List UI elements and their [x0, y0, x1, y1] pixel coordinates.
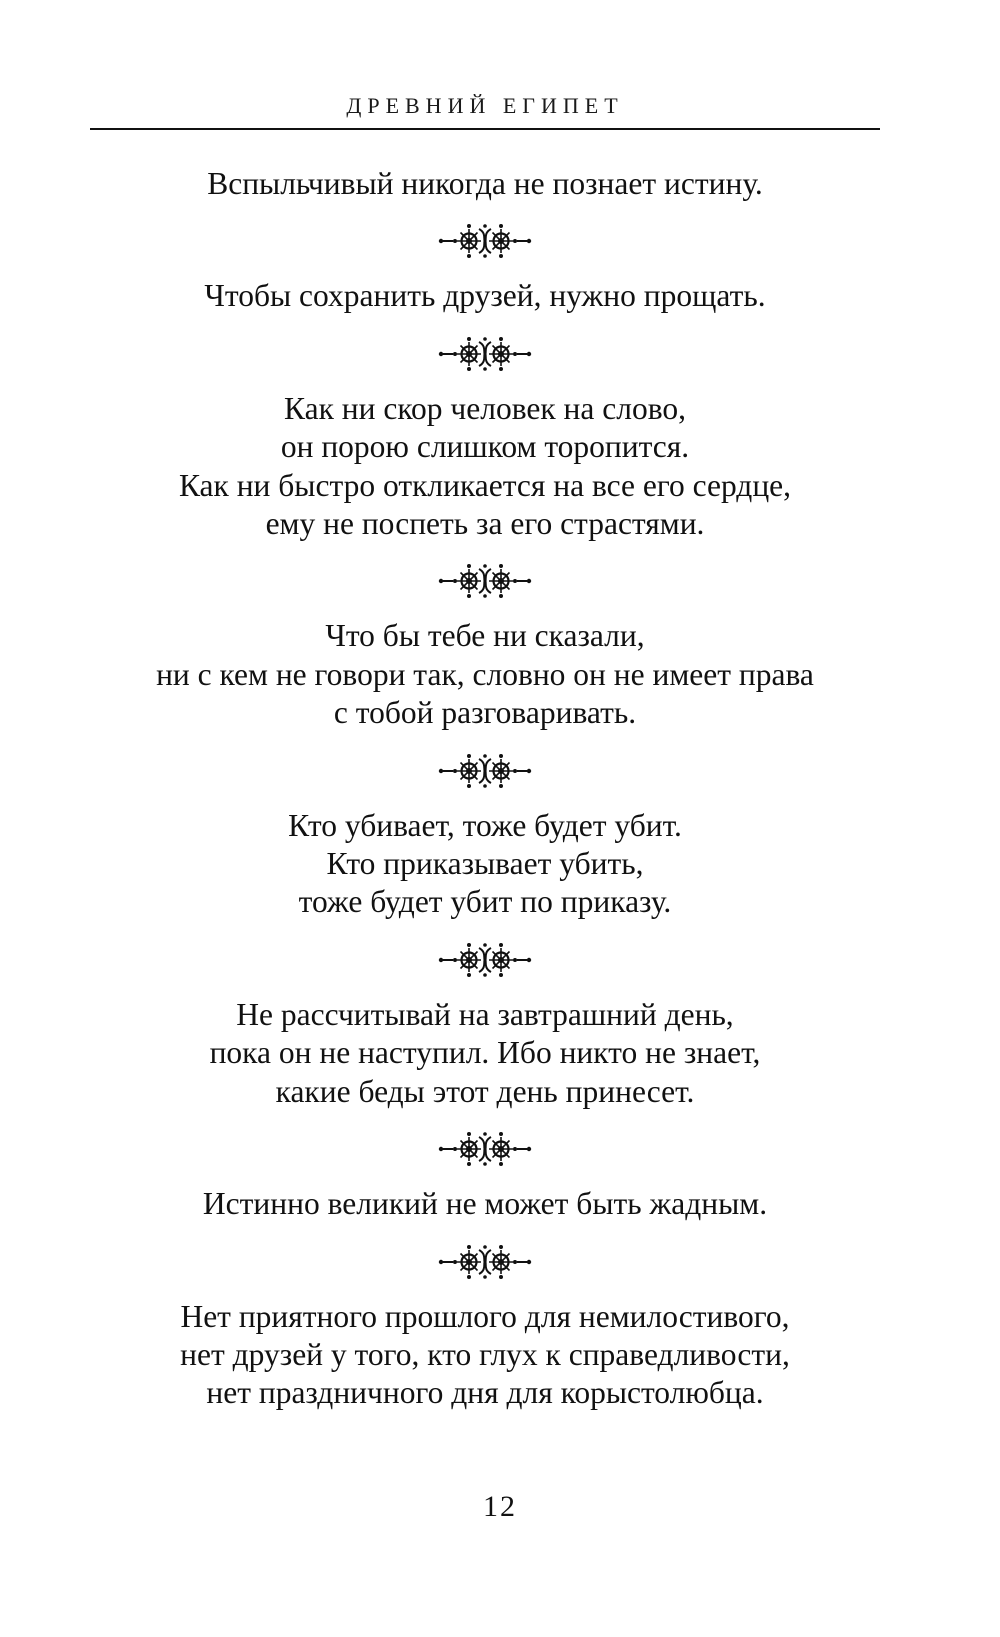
fleuron-icon	[435, 1242, 535, 1282]
fleuron-icon	[435, 940, 535, 980]
fleuron-icon	[435, 334, 535, 374]
header-rule	[90, 128, 880, 130]
maxim-line: нет друзей у того, кто глух к справедливости,	[180, 1336, 790, 1372]
maxim-7	[90, 1185, 880, 1223]
maxim-line: Нет приятного прошлого для немилостивого,	[180, 1298, 790, 1334]
maxim-line: ни с кем не говори так, словно он не имеет права	[156, 656, 814, 692]
fleuron-icon	[435, 561, 535, 601]
maxim-3	[90, 390, 880, 544]
maxim-line: пока он не наступил. Ибо никто не знает,	[209, 1035, 761, 1071]
maxim-line: Что бы тебе ни сказали,	[325, 618, 645, 654]
maxim-line: ему не поспеть за его страстями.	[265, 506, 705, 542]
maxim-line: Не рассчитывай на завтрашний день,	[236, 996, 734, 1032]
maxim-4	[90, 617, 880, 732]
maxim-line: Вспыльчивый никогда не познает истину.	[207, 166, 763, 201]
maxim-1	[90, 165, 880, 203]
maxim-2	[90, 277, 880, 315]
running-head: ДРЕВНИЙ ЕГИПЕТ	[346, 93, 624, 118]
maxim-8	[90, 1298, 880, 1413]
maxim-line: какие беды этот день принесет.	[275, 1073, 695, 1109]
maxim-line: Как ни скор человек на слово,	[284, 390, 686, 426]
maxim-line: тоже будет убит по приказу.	[298, 884, 672, 920]
maxim-line: Кто приказывает убить,	[326, 846, 644, 882]
page-number: 12	[483, 1490, 517, 1523]
maxim-line: он порою слишком торопится.	[280, 429, 690, 465]
maxim-line: нет праздничного дня для корыстолюбца.	[206, 1375, 764, 1411]
maxim-line: с тобой разговаривать.	[333, 695, 637, 731]
maxim-6	[90, 996, 880, 1111]
maxims-list	[90, 165, 880, 1413]
maxim-line: Кто убивает, тоже будет убит.	[288, 807, 682, 843]
maxim-5	[90, 807, 880, 922]
fleuron-icon	[435, 1129, 535, 1169]
fleuron-icon	[435, 221, 535, 261]
maxim-line: Чтобы сохранить друзей, нужно прощать.	[204, 278, 766, 314]
maxim-line: Истинно великий не может быть жадным.	[202, 1186, 768, 1222]
fleuron-icon	[435, 751, 535, 791]
maxim-line: Как ни быстро откликается на все его сердце,	[178, 467, 792, 503]
